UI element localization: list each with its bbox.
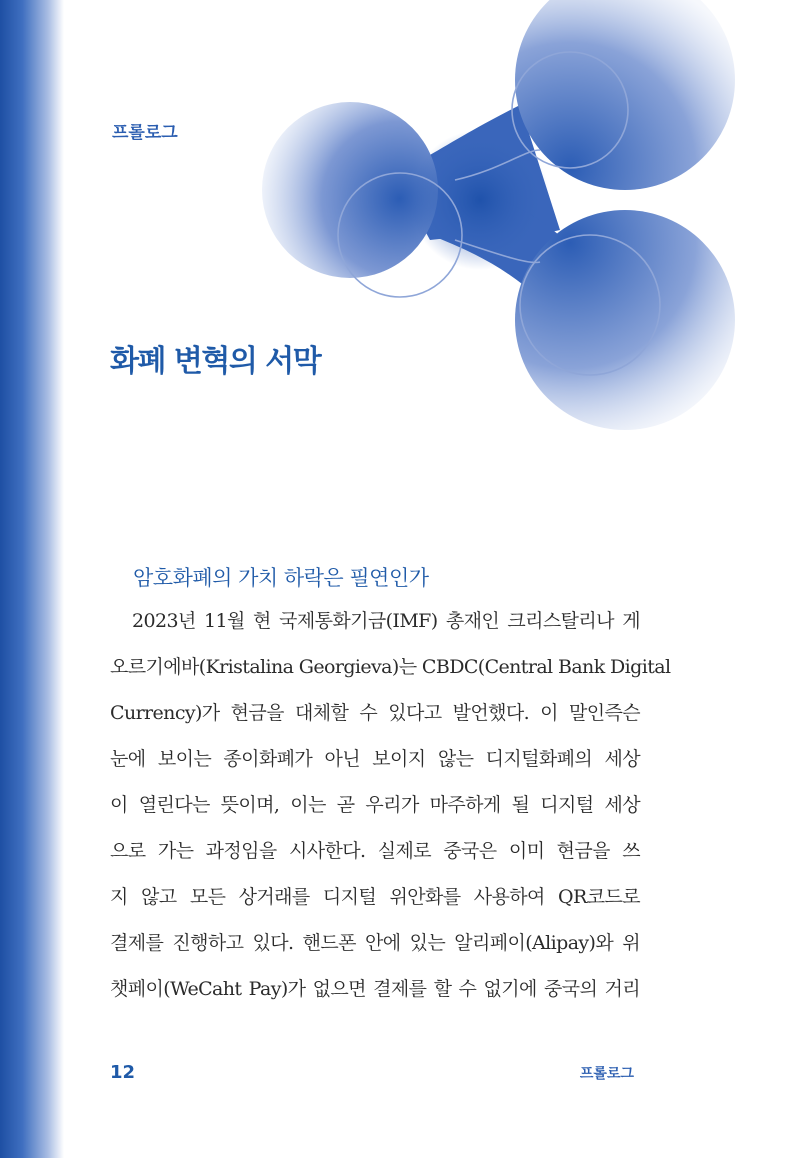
ornament-petal-bottom: [515, 210, 735, 430]
body-text: [110, 598, 671, 1012]
body-line: 오르기에바(Kristalina Georgieva)는 CBDC(Central Bank Digital: [110, 656, 671, 678]
page-title: 화폐 변혁의 서막: [110, 344, 321, 379]
body-line: Currency)가 현금을 대체할 수 있다고 발언했다. 이 말인즉슨: [110, 702, 640, 724]
body-line: 으로 가는 과정임을 시사한다. 실제로 중국은 이미 현금을 쓰: [110, 840, 640, 862]
ornament-petal-top: [515, 0, 735, 190]
body-line: 결제를 진행하고 있다. 핸드폰 안에 있는 알리페이(Alipay)와 위: [110, 932, 640, 954]
body-line: 2023년 11월 현 국제통화기금(IMF) 총재인 크리스탈리나 게: [132, 610, 640, 632]
chapter-label: 프롤로그: [112, 123, 178, 143]
running-footer-title: 프롤로그: [579, 1066, 634, 1082]
body-line: 눈에 보이는 종이화폐가 아닌 보이지 않는 디지털화폐의 세상: [110, 748, 640, 770]
body-line: 이 열린다는 뜻이며, 이는 곧 우리가 마주하게 될 디지털 세상: [110, 794, 640, 816]
body-line: 지 않고 모든 상거래를 디지털 위안화를 사용하여 QR코드로: [110, 886, 640, 908]
side-color-band: [0, 0, 64, 1158]
ripple-logo-ornament: [240, 0, 800, 440]
body-line: 챗페이(WeCaht Pay)가 없으면 결제를 할 수 없기에 중국의 거리: [110, 978, 640, 1000]
page-number: 12: [110, 1062, 136, 1083]
section-heading: 암호화폐의 가치 하락은 필연인가: [133, 566, 429, 590]
